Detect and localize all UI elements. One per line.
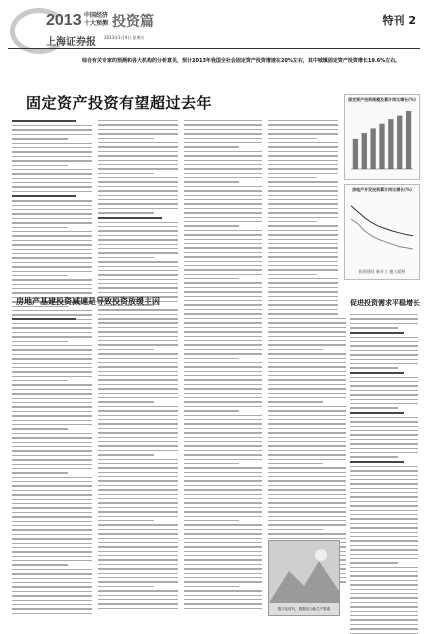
subtitle-line2: 十大预测	[84, 20, 109, 27]
article-column-4	[268, 120, 338, 319]
masthead-subtitle	[84, 12, 108, 28]
line-chart-svg	[345, 193, 419, 267]
section3-headline: 促进投资需求平稳增长	[350, 299, 420, 307]
photo-caption: 数字化时代，数据成为新生产要素	[277, 607, 331, 611]
main-headline: 固定资产投资有望超过去年	[26, 94, 213, 112]
right-column	[350, 314, 418, 634]
bar-5	[397, 116, 402, 169]
chart-realestate-growth	[344, 184, 420, 280]
section2-headline: 房地产基建投资减速是导致投资放缓主因	[16, 297, 160, 306]
lower-column-1	[12, 318, 92, 614]
subtitle-line1: 中国经济	[84, 12, 109, 19]
bar-3	[379, 124, 384, 169]
page-label: 特刊 2	[382, 14, 416, 27]
bar-6	[406, 111, 411, 169]
lower-column-3	[184, 318, 262, 609]
chart-mid-legend: 投资建设 新开工 施工面积	[358, 269, 406, 274]
section-title: 投资篇	[112, 14, 154, 30]
article-photo	[268, 540, 340, 616]
bar-chart-svg	[345, 103, 419, 175]
chart-mid-title: 房地产开发投资累计同比增长(%)	[352, 187, 412, 192]
article-column-3	[184, 120, 262, 319]
brand-name: 上海证券报	[46, 37, 96, 48]
bar-2	[370, 128, 375, 169]
article-column-1	[12, 120, 92, 320]
article-column-2	[98, 120, 178, 320]
bar-0	[353, 139, 358, 169]
lower-column-2	[98, 318, 178, 609]
photo-illustration	[269, 541, 339, 603]
issue-date: 2013年1月4日 星期五	[104, 35, 145, 40]
lead-summary: 综合有关专家的预测和各大机构的分析意见，预计2013年我国全社会固定资产投资增速在20%左右，其中城镇固定资产投资增长19.6%左右。	[82, 58, 401, 64]
bar-4	[388, 119, 393, 169]
line-series-0	[351, 206, 413, 236]
chart-top-title: 固定资产投资规模及累计同比增长(%)	[348, 97, 416, 102]
masthead-year: 2013	[46, 12, 82, 29]
masthead-rule	[8, 48, 420, 49]
bar-1	[362, 133, 367, 169]
chart-investment-growth	[344, 94, 420, 180]
